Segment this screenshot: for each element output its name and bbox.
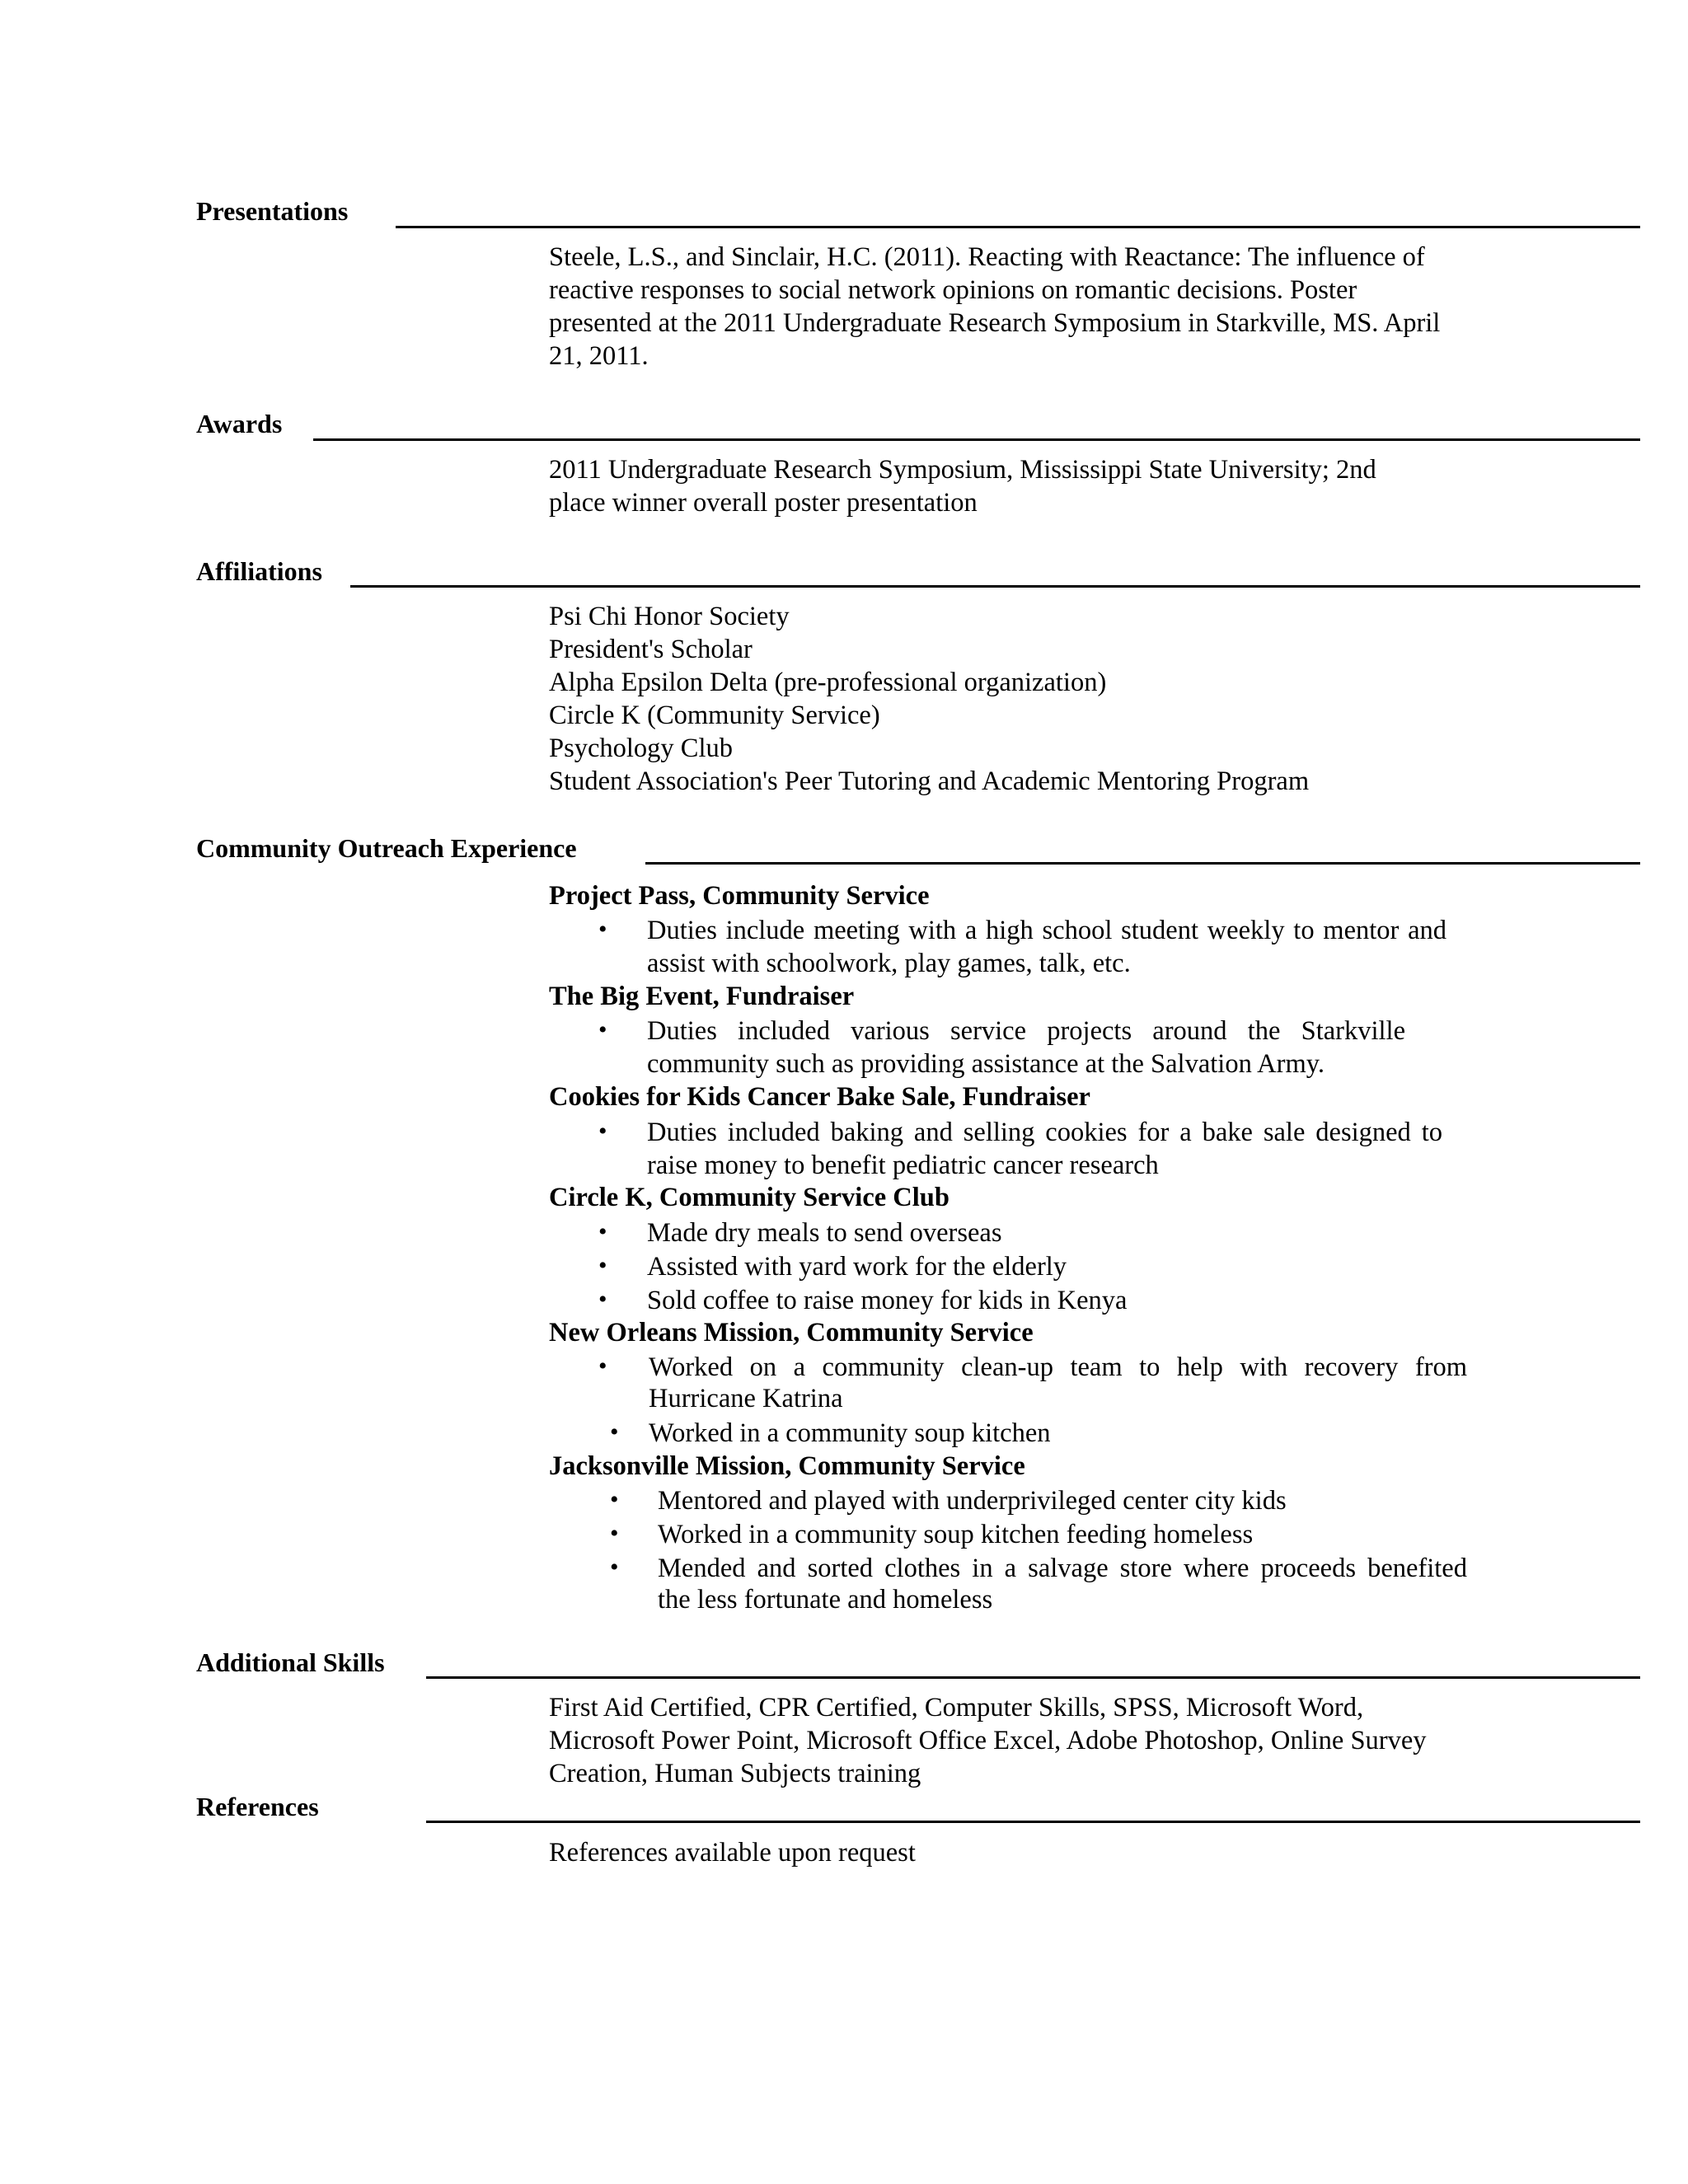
presentation-line: Steele, L.S., and Sinclair, H.C. (2011). Reacting with Reactance: The influence of — [549, 242, 1425, 272]
outreach-bullet-line: community such as providing assistance at the Salvation Army. — [647, 1049, 1325, 1079]
skills-line: Creation, Human Subjects training — [549, 1759, 921, 1788]
bullet-marker: • — [598, 1252, 607, 1279]
references-text: References available upon request — [549, 1838, 916, 1868]
outreach-entry-title: Project Pass, Community Service — [549, 881, 930, 911]
bullet-marker: • — [598, 1016, 607, 1043]
affiliation-item: Alpha Epsilon Delta (pre-professional organization) — [549, 668, 1107, 697]
outreach-bullet-line: Sold coffee to raise money for kids in Kenya — [647, 1286, 1128, 1315]
skills-line: Microsoft Power Point, Microsoft Office Excel, Adobe Photoshop, Online Survey — [549, 1726, 1427, 1755]
bullet-marker: • — [598, 916, 607, 943]
bullet-marker: • — [610, 1554, 619, 1581]
skills-line: First Aid Certified, CPR Certified, Computer Skills, SPSS, Microsoft Word, — [549, 1693, 1364, 1722]
section-rule-affiliations — [350, 585, 1640, 588]
outreach-entry-title: Circle K, Community Service Club — [549, 1183, 950, 1212]
section-heading-affiliations: Affiliations — [196, 556, 322, 586]
affiliation-item: Psi Chi Honor Society — [549, 602, 790, 631]
presentation-line: reactive responses to social network opinions on romantic decisions. Poster — [549, 275, 1357, 305]
section-rule-outreach — [645, 862, 1640, 865]
bullet-marker: • — [598, 1286, 607, 1313]
presentation-line: presented at the 2011 Undergraduate Research Symposium in Starkville, MS. April — [549, 308, 1441, 338]
bullet-marker: • — [610, 1486, 619, 1513]
bullet-marker: • — [610, 1520, 619, 1547]
affiliation-item: Psychology Club — [549, 733, 734, 763]
outreach-bullet-line: Mended and sorted clothes in a salvage store where proceeds benefited — [658, 1554, 1467, 1583]
section-heading-outreach: Community Outreach Experience — [196, 833, 577, 863]
award-line: 2011 Undergraduate Research Symposium, Mississippi State University; 2nd — [549, 455, 1376, 485]
section-heading-references: References — [196, 1792, 319, 1821]
bullet-marker: • — [598, 1118, 607, 1145]
section-heading-presentations: Presentations — [196, 196, 349, 226]
outreach-entry-title: New Orleans Mission, Community Service — [549, 1318, 1034, 1347]
section-rule-skills — [426, 1676, 1640, 1679]
bullet-marker: • — [610, 1418, 619, 1446]
outreach-bullet-line: Duties included baking and selling cookies for a bake sale designed to — [647, 1118, 1442, 1147]
section-heading-awards: Awards — [196, 409, 283, 438]
outreach-bullet-line: Made dry meals to send overseas — [647, 1218, 1002, 1248]
outreach-bullet-line: raise money to benefit pediatric cancer research — [647, 1151, 1159, 1180]
section-rule-references — [426, 1821, 1640, 1823]
outreach-bullet-line: Assisted with yard work for the elderly — [647, 1252, 1067, 1282]
affiliation-item: President's Scholar — [549, 635, 753, 664]
affiliation-item: Student Association's Peer Tutoring and Academic Mentoring Program — [549, 766, 1310, 796]
bullet-marker: • — [598, 1352, 607, 1380]
outreach-bullet-line: Duties included various service projects around the Starkville — [647, 1016, 1405, 1046]
outreach-bullet-line: Mentored and played with underprivileged center city kids — [658, 1486, 1287, 1516]
outreach-bullet-line: Duties include meeting with a high school student weekly to mentor and — [647, 916, 1447, 945]
affiliation-item: Circle K (Community Service) — [549, 701, 880, 730]
outreach-entry-title: The Big Event, Fundraiser — [549, 982, 855, 1011]
outreach-bullet-line: Worked in a community soup kitchen — [649, 1418, 1051, 1448]
outreach-entry-title: Jacksonville Mission, Community Service — [549, 1451, 1025, 1481]
outreach-entry-title: Cookies for Kids Cancer Bake Sale, Fundraiser — [549, 1082, 1090, 1112]
section-rule-presentations — [396, 226, 1640, 228]
presentation-line: 21, 2011. — [549, 341, 649, 371]
bullet-marker: • — [598, 1218, 607, 1245]
outreach-bullet-line: the less fortunate and homeless — [658, 1585, 993, 1615]
outreach-bullet-line: Worked on a community clean-up team to help with recovery from — [649, 1352, 1467, 1382]
outreach-bullet-line: Worked in a community soup kitchen feeding homeless — [658, 1520, 1254, 1549]
section-heading-skills: Additional Skills — [196, 1647, 385, 1677]
award-line: place winner overall poster presentation — [549, 488, 978, 518]
outreach-bullet-line: assist with schoolwork, play games, talk, etc. — [647, 949, 1131, 978]
outreach-bullet-line: Hurricane Katrina — [649, 1384, 843, 1413]
section-rule-awards — [313, 438, 1640, 441]
